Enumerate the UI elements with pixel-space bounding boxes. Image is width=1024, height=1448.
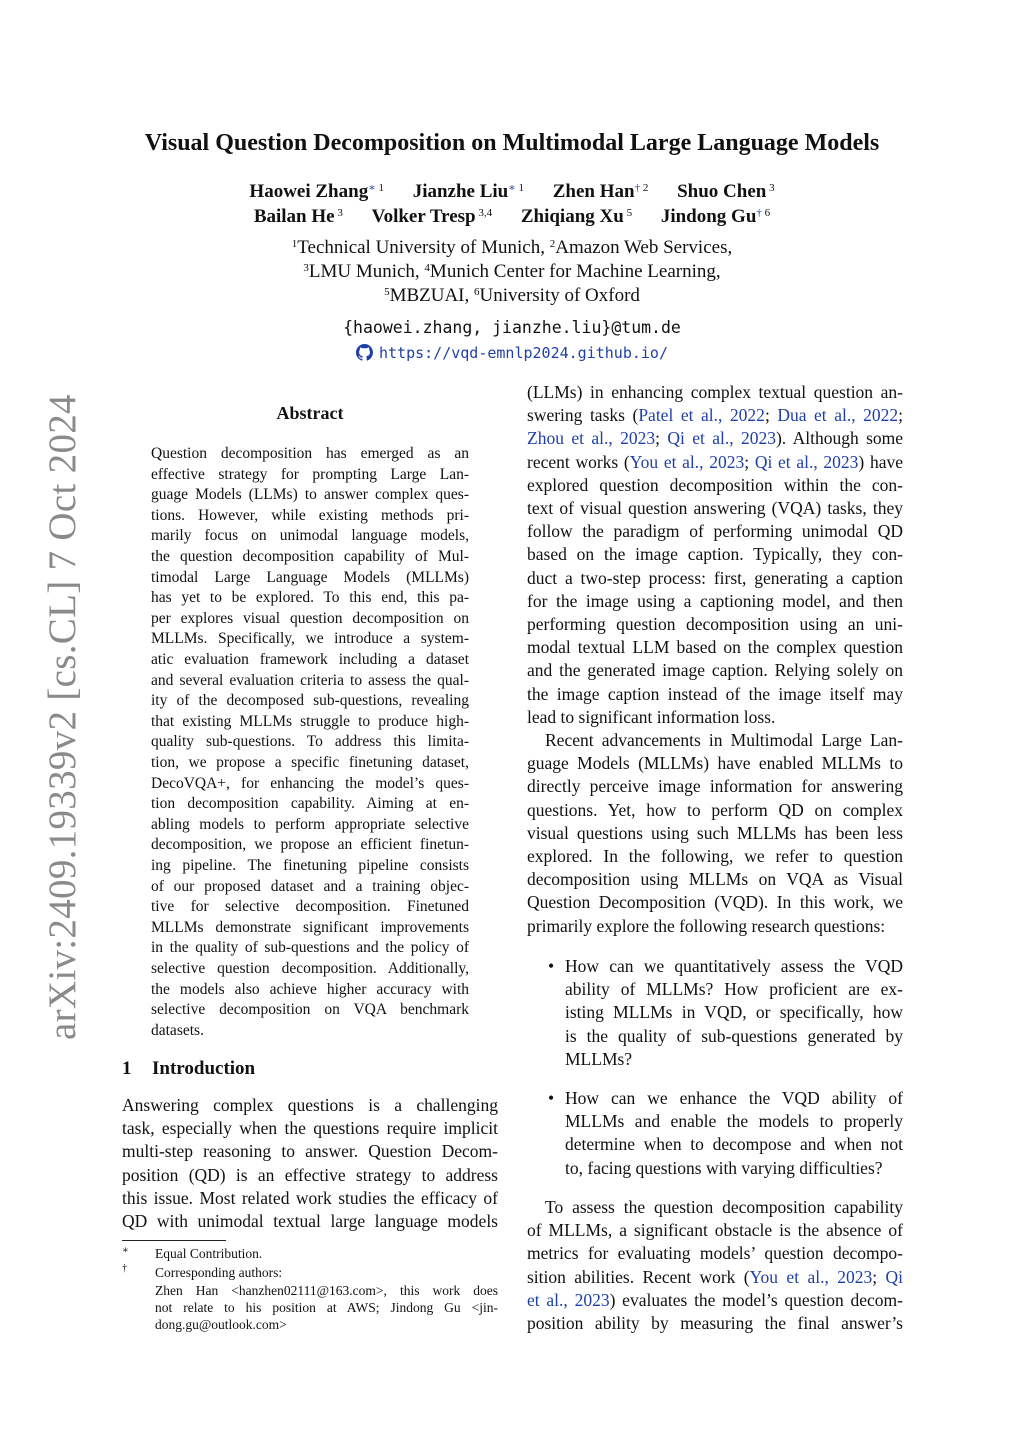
author-affiliation-number: 2: [640, 181, 649, 194]
github-icon: [356, 344, 373, 361]
affiliation-line-3: [0, 285, 1024, 307]
body-line: decomposition using MLLMs on VQA as Visual: [527, 869, 903, 890]
body-line: and the generated image caption. Relying solely on: [527, 660, 903, 681]
body-line: Question Decomposition (VQD). In this work, we: [527, 892, 903, 913]
abstract-heading: Abstract: [276, 403, 344, 423]
abstract-line: MLLMs demonstrate significant improvements: [151, 918, 469, 936]
citation-link[interactable]: Qi et al., 2023: [754, 451, 859, 472]
author-affiliation-number: 1: [375, 181, 384, 194]
abstract-line: DecoVQA+, for enhancing the model’s ques-: [151, 774, 469, 792]
author-name: Bailan He: [253, 206, 335, 227]
body-line: position (QD) is an effective strategy to address: [122, 1164, 498, 1185]
body-text: swering tasks (: [527, 405, 639, 426]
affiliation-number: 2: [549, 237, 556, 250]
author-name: Shuo Chen: [677, 181, 767, 202]
bullet-line: isting MLLMs in VQD, or specifically, how: [565, 1002, 903, 1023]
bullet-mark: •: [548, 1088, 555, 1108]
abstract-line: guage Models (LLMs) to answer complex ques-: [151, 486, 469, 504]
author-jianzhe-liu: [413, 181, 524, 202]
abstract-line: the question decomposition capability of Mul-: [151, 548, 469, 565]
body-line: modal textual LLM based on the complex question: [527, 637, 903, 658]
author-row-2: [0, 206, 1024, 228]
body-line: of MLLMs, a significant obstacle is the absence of: [527, 1220, 903, 1241]
bullet-line: How can we quantitatively assess the VQD: [565, 956, 903, 976]
abstract-line: decomposition, we propose an efficient finetun-: [151, 836, 469, 854]
author-name: Haowei Zhang: [249, 181, 369, 202]
author-name: Volker Tresp: [371, 206, 476, 227]
footnote-mark: ∗: [122, 1245, 129, 1256]
footnote-divider: [122, 1240, 226, 1241]
citation-link[interactable]: Zhou et al., 2023: [527, 428, 656, 449]
abstract-line: effective strategy for prompting Large Lan-: [151, 465, 469, 483]
affiliation-number: 5: [384, 285, 390, 298]
affiliation-number: 6: [474, 285, 480, 298]
abstract-line: timodal Large Language Models (MLLMs): [151, 568, 469, 586]
body-line: the image caption instead of the image itself may: [527, 683, 903, 704]
project-link-row: [0, 344, 1024, 362]
author-volker-tresp: [372, 206, 493, 227]
body-text: ;: [764, 405, 778, 426]
footnote-mark: †: [122, 1263, 127, 1274]
body-line: [527, 1266, 903, 1289]
author-affiliation-number: 6: [761, 206, 771, 219]
bullet-line: is the quality of sub-questions generated by: [565, 1025, 903, 1046]
footnote-text: Corresponding authors:: [155, 1265, 283, 1280]
body-text: ) have: [858, 451, 903, 472]
body-line: [527, 427, 903, 450]
author-bailan-he: [254, 206, 343, 227]
body-line: multi-step reasoning to answer. Question Decom-: [122, 1141, 498, 1162]
abstract-line: datasets.: [151, 1021, 204, 1039]
section-title: Introduction: [152, 1058, 256, 1079]
paper-title: Visual Question Decomposition on Multimodal Large Language Models: [144, 130, 880, 156]
body-line: task, especially when the questions require implicit: [122, 1118, 498, 1139]
abstract-line: selective decomposition on VQA benchmark: [151, 1001, 469, 1019]
body-line: explored. In the following, we refer to question: [527, 846, 903, 866]
abstract-line: of our proposed dataset and a training objec-: [151, 877, 469, 895]
body-text: ). Although some: [775, 428, 904, 449]
body-line: for the image using a captioning model, and then: [527, 590, 903, 611]
citation-link[interactable]: et al., 2023: [527, 1289, 610, 1310]
body-line: QD with unimodal textual large language models: [122, 1211, 498, 1231]
body-line: Answering complex questions is a challenging: [122, 1095, 498, 1115]
body-line: [527, 451, 903, 474]
affiliation-line-2: [0, 261, 1024, 283]
affiliation-text: Munich Center for Machine Learning,: [429, 261, 721, 282]
citation-link[interactable]: You et al., 2023: [749, 1266, 873, 1287]
bullet-line: How can we enhance the VQD ability of: [565, 1088, 903, 1108]
body-line: follow the paradigm of performing unimodal QD: [527, 521, 903, 542]
body-line: this issue. Most related work studies the efficacy of: [122, 1187, 498, 1208]
footnote-text: dong.gu@outlook.com>: [155, 1317, 287, 1332]
affiliation-number: 3: [303, 261, 309, 274]
author-row-1: [0, 181, 1024, 203]
author-jindong-gu: [661, 206, 770, 227]
abstract-line: tion decomposition capability. Aiming at en-: [151, 795, 469, 813]
body-text: ;: [898, 405, 903, 426]
bullet-line: MLLMs and enable the models to properly: [565, 1111, 903, 1132]
affiliation-text: Technical University of Munich,: [297, 237, 550, 258]
body-line: visual questions using such MLLMs has been less: [527, 822, 903, 843]
body-line: questions. Yet, how to perform QD on complex: [527, 799, 903, 820]
body-line: directly perceive image information for answering: [527, 776, 903, 797]
section-heading-introduction: [122, 1058, 255, 1080]
affiliation-number: 1: [291, 237, 298, 250]
abstract-line: in the quality of sub-questions and the policy of: [151, 939, 469, 957]
body-line: (LLMs) in enhancing complex textual question an-: [527, 382, 903, 402]
affiliation-text: MBZUAI,: [389, 285, 475, 306]
author-affiliation-number: 3: [766, 181, 775, 194]
abstract-line: has yet to be explored. To this end, this pa-: [151, 589, 469, 607]
bullet-line: ability of MLLMs? How proficient are ex-: [565, 979, 903, 1000]
bullet-line: to, facing questions with varying difficulties?: [565, 1157, 883, 1178]
citation-link[interactable]: Qi: [885, 1266, 903, 1287]
author-name: Zhen Han: [552, 181, 635, 202]
bullet-line: MLLMs?: [565, 1048, 633, 1069]
abstract-line: tions. However, while existing methods pri-: [151, 506, 469, 524]
author-affiliation-number: 3,4: [475, 206, 493, 219]
abstract-line: atic evaluation framework including a dataset: [151, 651, 469, 668]
affiliation-line-1: [0, 237, 1024, 259]
body-line: explored question decomposition within the con-: [527, 474, 903, 495]
abstract-line: per explores visual question decomposition on: [151, 609, 469, 627]
author-note-mark: ∗: [368, 181, 376, 194]
abstract-line: ing pipeline. The finetuning pipeline consists: [151, 857, 469, 874]
body-line: based on the image caption. Typically, they con-: [527, 544, 903, 565]
affiliation-text: University of Oxford: [479, 285, 640, 306]
abstract-line: MLLMs. Specifically, we introduce a system-: [151, 630, 469, 648]
body-text: ;: [744, 451, 755, 472]
body-text: ) evaluates the model’s question decom-: [609, 1289, 903, 1310]
footnote-text: not relate to his position at AWS; Jindong Gu <jin-: [155, 1300, 498, 1315]
abstract-line: Question decomposition has emerged as an: [151, 445, 469, 462]
author-note-mark: ∗: [508, 181, 516, 194]
abstract-line: tion, we propose a specific finetuning dataset,: [151, 754, 469, 771]
footnote-text: Zhen Han <hanzhen02111@163.com>, this work does: [155, 1283, 498, 1298]
abstract-line: marily focus on unimodal language models,: [151, 527, 469, 545]
body-text: recent works (: [527, 451, 630, 472]
abstract-line: abling models to perform appropriate selective: [151, 815, 469, 833]
footnote-text: Equal Contribution.: [155, 1246, 263, 1261]
body-line: primarily explore the following research questions:: [527, 915, 886, 936]
citation-link[interactable]: You et al., 2023: [629, 451, 745, 472]
project-url-link[interactable]: https://vqd-emnlp2024.github.io/: [379, 344, 668, 362]
author-name: Jianzhe Liu: [412, 181, 509, 202]
abstract-line: and several evaluation criteria to assess the qual-: [151, 671, 469, 689]
author-name: Jindong Gu: [660, 206, 757, 227]
author-zhiqiang-xu: [521, 206, 632, 227]
arxiv-identifier-stamp: arXiv:2409.19339v2 [cs.CL] 7 Oct 2024: [41, 394, 84, 1040]
author-affiliation-number: 1: [515, 181, 524, 194]
author-zhen-han: [553, 181, 649, 202]
body-line: Recent advancements in Multimodal Large Lan-: [545, 730, 903, 750]
abstract-line: quality sub-questions. To address this limita-: [151, 733, 469, 751]
author-affiliation-number: 3: [334, 206, 343, 219]
citation-link[interactable]: Qi et al., 2023: [667, 428, 776, 449]
citation-link[interactable]: Patel et al., 2022: [638, 405, 765, 426]
author-name: Zhiqiang Xu: [520, 206, 624, 227]
affiliation-number: 4: [424, 261, 430, 274]
body-line: position ability by measuring the final answer’s: [527, 1313, 903, 1333]
abstract-line: the models also achieve higher accuracy with: [151, 980, 469, 998]
abstract-line: selective question decomposition. Additionally,: [151, 960, 469, 977]
author-note-mark: †: [756, 206, 762, 219]
body-line: performing question decomposition using an uni-: [527, 614, 903, 634]
bullet-line: determine when to decompose and when not: [565, 1134, 903, 1155]
bullet-mark: •: [548, 956, 555, 976]
author-affiliation-number: 5: [623, 206, 633, 219]
author-shuo-chen: [677, 181, 775, 202]
body-line: duct a two-step process: first, generating a caption: [527, 567, 903, 588]
affiliation-text: LMU Munich,: [308, 261, 425, 282]
body-line: To assess the question decomposition capability: [545, 1197, 903, 1217]
abstract-line: ity of the decomposed sub-questions, revealing: [151, 692, 469, 710]
author-note-mark: †: [634, 181, 641, 194]
abstract-line: that existing MLLMs struggle to produce high-: [151, 712, 469, 730]
author-haowei-zhang: [249, 181, 384, 202]
body-text: ;: [655, 428, 668, 449]
body-text: sition abilities. Recent work (: [527, 1266, 750, 1287]
body-line: text of visual question answering (VQA) tasks, they: [527, 498, 903, 518]
citation-link[interactable]: Dua et al., 2022: [777, 405, 899, 426]
affiliation-text: Amazon Web Services,: [555, 237, 733, 258]
section-number: 1: [122, 1058, 132, 1079]
body-line: metrics for evaluating models’ question decompo-: [527, 1243, 903, 1264]
contact-email[interactable]: {haowei.zhang, jianzhe.liu}@tum.de: [343, 318, 681, 337]
body-line: [527, 1289, 903, 1312]
body-text: ;: [872, 1266, 886, 1287]
body-line: guage Models (MLLMs) have enabled MLLMs to: [527, 753, 903, 774]
abstract-line: tive for selective decomposition. Finetuned: [151, 898, 469, 916]
body-line: lead to significant information loss.: [527, 706, 776, 727]
body-line: [527, 404, 903, 427]
